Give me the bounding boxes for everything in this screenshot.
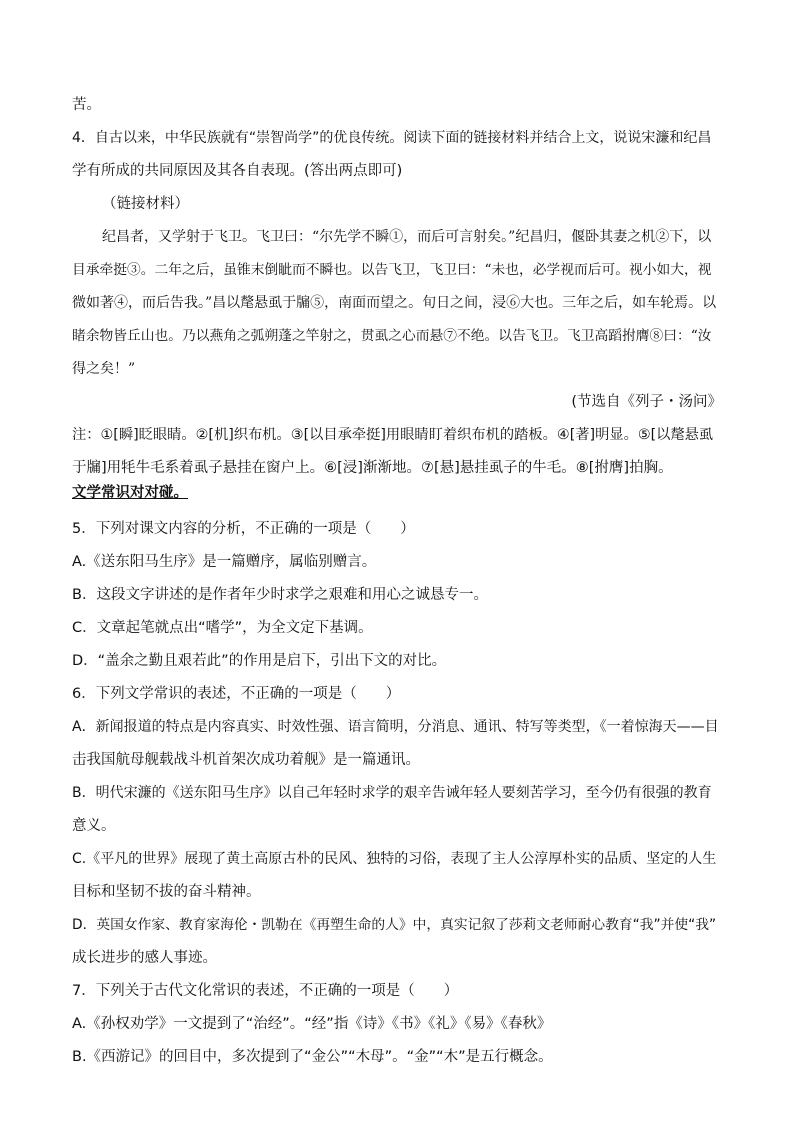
q6-option-b-line-2: 意义。: [72, 818, 116, 834]
q4-passage-line-1: 纪昌者，又学射于飞卫。飞卫曰：“尔先学不瞬①，而后可言射矣。”纪昌归，偃卧其妻之机②下，以: [102, 229, 712, 245]
q6-option-a-line-2: 击我国航母舰载战斗机首架次成功着舰》是一篇通讯。: [72, 752, 420, 768]
q4-passage-line-2: 目承牵挺③。二年之后，虽锥末倒眦而不瞬也。以告飞卫，飞卫曰：“未也，必学视而后可。视小如大，视: [72, 262, 712, 278]
intro-tail: 苦。: [72, 97, 101, 113]
q4-stem-line-2: 学有所成的共同原因及其各自表现。(答出两点即可): [72, 163, 403, 179]
q6-option-b-line-1: B．明代宋濂的《送东阳马生序》以自己年轻时求学的艰辛告诫年轻人要刻苦学习，至今仍有很强的教育: [72, 785, 712, 801]
q4-material-title: （链接材料）: [102, 196, 189, 212]
section-heading: 文学常识对对碰。: [72, 485, 188, 501]
q6-option-d-line-2: 成长进步的感人事迹。: [72, 950, 217, 966]
q4-stem-line-1: 4．自古以来，中华民族就有“崇智尚学”的优良传统。阅读下面的链接材料并结合上文，说说宋濂和纪昌: [72, 130, 712, 146]
q4-passage-line-4: 睹余物皆丘山也。乃以燕角之弧朔蓬之竿射之，贯虱之心而悬⑦不绝。以告飞卫。飞卫高蹈拊膺⑧曰：“汝: [72, 328, 712, 344]
q4-source: (节选自《列子・汤问》: [571, 394, 722, 410]
q4-notes-line-2: 于牖]用牦牛毛系着虱子悬挂在窗户上。⑥[浸]渐渐地。⑦[悬]悬挂虱子的牛毛。⑧[拊膺]拍胸。: [72, 460, 673, 476]
document-body: [72, 95, 722, 1067]
q5-stem: 5．下列对课文内容的分析，不正确的一项是（ ）: [72, 521, 415, 537]
q5-option-d: D．“盖余之勤且艰若此”的作用是启下，引出下文的对比。: [72, 653, 447, 669]
q7-option-a: A.《孙权劝学》一文提到了“治经”。“经”指《诗》《书》《礼》《易》《春秋》: [72, 1016, 552, 1032]
q4-notes-line-1: 注：①[瞬]眨眼睛。②[机]织布机。③[以目承牵挺]用眼睛盯着织布机的踏板。④[著]明显。⑤[以氂悬虱: [72, 427, 714, 443]
q7-stem: 7．下列关于古代文化常识的表述，不正确的一项是（ ）: [72, 983, 459, 999]
q6-stem: 6．下列文学常识的表述，不正确的一项是（ ）: [72, 686, 401, 702]
q5-option-b: B．这段文字讲述的是作者年少时求学之艰难和用心之诚恳专一。: [72, 587, 488, 603]
q4-passage-line-5: 得之矣！”: [72, 361, 136, 377]
q5-option-a: A.《送东阳马生序》是一篇赠序，属临别赠言。: [72, 554, 377, 570]
q6-option-c-line-1: C.《平凡的世界》展现了黄土高原古朴的民风、独特的习俗，表现了主人公淳厚朴实的品质、坚定的人生: [72, 851, 717, 867]
q6-option-d-line-1: D．英国女作家、教育家海伦・凯勒在《再塑生命的人》中，真实记叙了莎莉文老师耐心教育“我”并使“我”: [72, 917, 717, 933]
q6-option-c-line-2: 目标和坚韧不拔的奋斗精神。: [72, 884, 261, 900]
q7-option-b: B.《西游记》的回目中，多次提到了“金公”“木母”。“金”“木”是五行概念。: [72, 1049, 553, 1065]
q4-passage-line-3: 微如著④，而后告我。”昌以氂悬虱于牖⑤，南面而望之。旬日之间，浸⑥大也。三年之后，如车轮焉。以: [72, 295, 717, 311]
q5-option-c: C．文章起笔就点出“嗜学”，为全文定下基调。: [72, 620, 373, 636]
q6-option-a-line-1: A．新闻报道的特点是内容真实、时效性强、语言简明，分消息、通讯、特写等类型，《一着惊海天——目: [72, 719, 719, 735]
